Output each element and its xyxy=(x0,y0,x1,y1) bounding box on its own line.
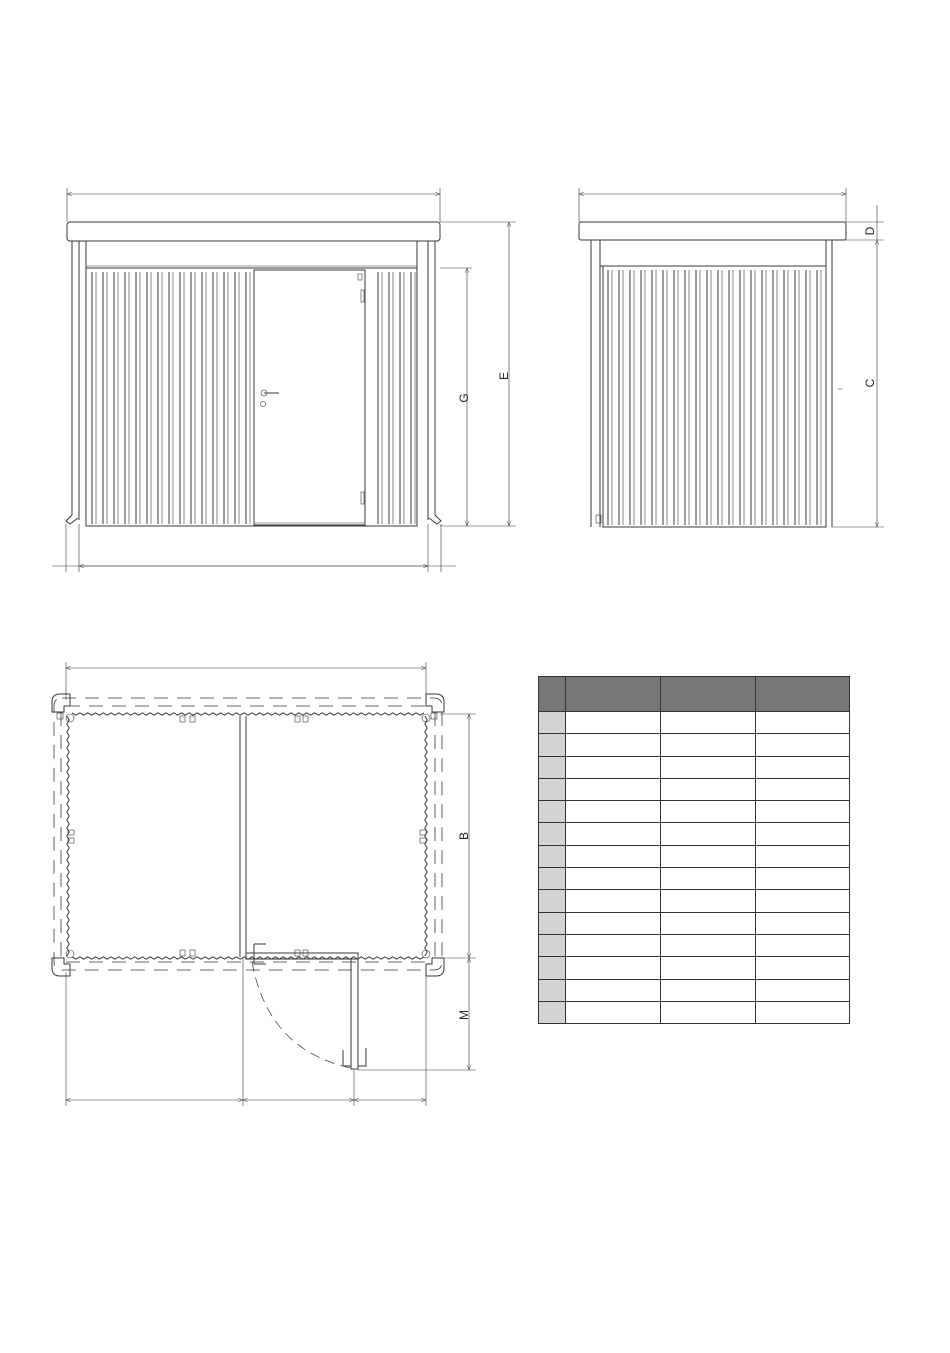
spec-table-row xyxy=(539,934,850,956)
spec-cell xyxy=(756,868,850,890)
spec-cell xyxy=(566,979,661,1001)
plan-wall-outline xyxy=(67,713,427,959)
spec-cell xyxy=(661,734,756,756)
spec-cell xyxy=(566,778,661,800)
spec-cell xyxy=(566,756,661,778)
spec-cell xyxy=(756,756,850,778)
spec-table-row xyxy=(539,823,850,845)
spec-row-key xyxy=(539,868,566,890)
spec-row-key xyxy=(539,912,566,934)
spec-cell xyxy=(566,934,661,956)
spec-table-row xyxy=(539,801,850,823)
spec-cell xyxy=(566,712,661,734)
spec-table-row xyxy=(539,912,850,934)
spec-table-row xyxy=(539,734,850,756)
dim-label-d: D xyxy=(863,226,877,236)
spec-cell xyxy=(661,934,756,956)
spec-table-row xyxy=(539,778,850,800)
spec-cell xyxy=(661,778,756,800)
spec-table-row xyxy=(539,756,850,778)
spec-row-key xyxy=(539,890,566,912)
spec-row-key xyxy=(539,712,566,734)
spec-cell xyxy=(756,934,850,956)
spec-table-row xyxy=(539,979,850,1001)
side-wall-ribs xyxy=(608,270,821,525)
dim-label-e: E xyxy=(497,371,511,381)
spec-cell xyxy=(661,823,756,845)
side-elevation xyxy=(579,188,884,527)
spec-cell xyxy=(756,778,850,800)
corner-posts xyxy=(52,694,444,976)
dim-label-c: C xyxy=(863,378,877,388)
spec-cell xyxy=(566,890,661,912)
spec-row-key xyxy=(539,778,566,800)
spec-cell xyxy=(661,845,756,867)
spec-cell xyxy=(756,912,850,934)
spec-cell xyxy=(661,957,756,979)
spec-row-key xyxy=(539,823,566,845)
spec-cell xyxy=(756,1001,850,1023)
spec-cell xyxy=(566,801,661,823)
spec-header-cell xyxy=(539,677,566,712)
spec-cell xyxy=(566,845,661,867)
spec-table-row xyxy=(539,712,850,734)
spec-cell xyxy=(661,979,756,1001)
spec-cell xyxy=(566,957,661,979)
spec-row-key xyxy=(539,734,566,756)
spec-cell xyxy=(661,756,756,778)
floor-plan xyxy=(52,662,476,1106)
spec-row-key xyxy=(539,957,566,979)
spec-cell xyxy=(566,734,661,756)
spec-table-row xyxy=(539,868,850,890)
dim-label-m: M xyxy=(457,1010,471,1020)
spec-cell xyxy=(566,1001,661,1023)
spec-table-row xyxy=(539,1001,850,1023)
spec-header-cell xyxy=(566,677,661,712)
spec-cell xyxy=(661,912,756,934)
spec-cell xyxy=(756,734,850,756)
dim-label-g: G xyxy=(457,393,471,403)
spec-cell xyxy=(566,823,661,845)
spec-cell xyxy=(661,868,756,890)
spec-cell xyxy=(566,868,661,890)
spec-cell xyxy=(661,1001,756,1023)
spec-cell xyxy=(661,801,756,823)
spec-row-key xyxy=(539,845,566,867)
spec-cell xyxy=(756,801,850,823)
spec-header-cell xyxy=(661,677,756,712)
door-handle-icon xyxy=(260,390,279,407)
spec-cell xyxy=(661,712,756,734)
front-elevation xyxy=(52,188,516,572)
dim-label-b: B xyxy=(457,831,471,841)
spec-row-key xyxy=(539,979,566,1001)
spec-row-key xyxy=(539,934,566,956)
spec-table-row xyxy=(539,845,850,867)
spec-table-row xyxy=(539,957,850,979)
spec-cell xyxy=(661,890,756,912)
spec-header-cell xyxy=(756,677,850,712)
spec-table-row xyxy=(539,890,850,912)
spec-cell xyxy=(566,912,661,934)
spec-cell xyxy=(756,712,850,734)
spec-cell xyxy=(756,823,850,845)
spec-row-key xyxy=(539,756,566,778)
spec-row-key xyxy=(539,1001,566,1023)
spec-table xyxy=(538,676,850,1024)
spec-cell xyxy=(756,890,850,912)
spec-table-header xyxy=(539,677,850,712)
spec-cell xyxy=(756,979,850,1001)
spec-cell xyxy=(756,845,850,867)
spec-cell xyxy=(756,957,850,979)
spec-row-key xyxy=(539,801,566,823)
